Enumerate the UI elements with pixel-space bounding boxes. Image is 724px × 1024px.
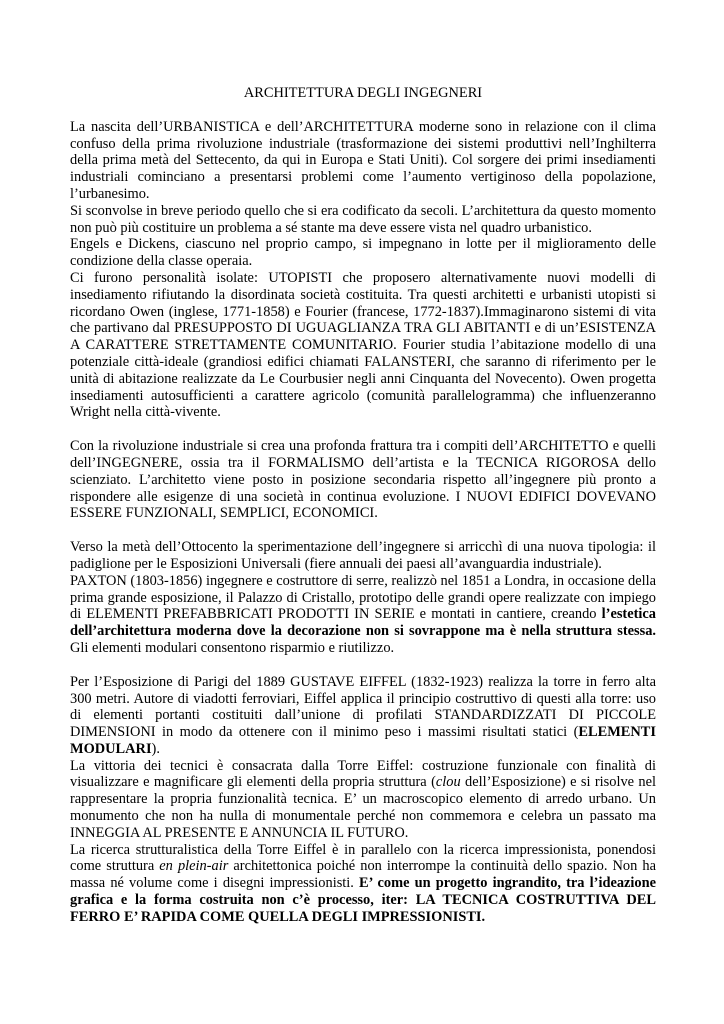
paxton-text: PAXTON (1803-1856) ingegnere e costruttore di serre, realizzò nel 1851 a Londra, in occasione della prima grande esposizione, il Palazzo di Cristallo, prototipo delle grandi opere realizzate con impiego di ELEMENTI PREFABBRICATI PRODOTTI IN SERIE e montati in cantiere, creando xyxy=(70,572,656,623)
eiffel-text: Per l’Esposizione di Parigi del 1889 GUSTAVE EIFFEL (1832-1923) realizza la torre in ferro alta 300 metri. Autore di viadotti ferroviari, Eiffel applica il principio costruttivo di questi alla torre: uso di elementi portanti costituiti dall’unione di profilati STANDARDIZZATI DI PICCOLE DIMENSIONI in modo da ottenere con il minimo peso i massimi risultati statici ( xyxy=(70,673,656,741)
ricerca-bold-text: E’ come un progetto ingrandito, tra l’ideazione grafica e la forma costruita non c’è processo, iter: LA TECNICA COSTRUTTIVA DEL FERRO E’ RAPIDA COME QUELLA DEGLI IMPRESSIONISTI. xyxy=(70,875,656,925)
eiffel-bold-text: ELEMENTI MODULARI xyxy=(70,724,656,757)
paragraph-spacer xyxy=(70,522,656,539)
paragraph-vittoria xyxy=(70,758,656,842)
paxton-bold-text: l’estetica dell’architettura moderna dove la decorazione non si sovrappone ma è nella struttura stessa. xyxy=(70,606,656,640)
paragraph-eiffel xyxy=(70,674,656,758)
eiffel-end-text: ). xyxy=(151,740,160,757)
ricerca-mid-text: architettonica poiché non interrompe la continuità dello spazio. Non ha massa né volume come i disegni impressionisti. xyxy=(70,858,656,892)
paragraph-spacer xyxy=(70,421,656,438)
ricerca-italic-text: en plein-air xyxy=(159,858,229,875)
paragraph-ricerca xyxy=(70,842,656,926)
vittoria-italic-text: clou xyxy=(435,774,461,791)
paragraph-esposizioni: Verso la metà dell’Ottocento la sperimentazione dell’ingegnere si arricchì di una nuova tipologia: il padiglione per le Esposizioni Universali (fiere annuali dei paesi all’avanguardia industriale). xyxy=(70,539,656,572)
paragraph-spacer xyxy=(70,657,656,674)
paragraph-engels-dickens: Engels e Dickens, ciascuno nel proprio campo, si impegnano in lotte per il miglioramento delle condizione della classe operaia. xyxy=(70,236,656,270)
paragraph-utopisti: Ci furono personalità isolate: UTOPISTI che proposero alternativamente nuovi modelli di insediamento rifiutando la disordinata società costituita. Tra questi architetti e urbanisti utopisti si ricordano Owen (inglese, 1771-1858) e Fourier (francese, 1772-1837).Immaginarono sistemi di vita che partivano dal PRESUPPOSTO DI UGUAGLIANZA TRA GLI ABITANTI e di un’ESISTENZA A CARATTERE STRETTAMENTE COMUNITARIO. Fourier studia l’abitazione modello di una potenziale città-ideale (grandiosi edifici chiamati FALANSTERI, che saranno di riferimento per le unità di abitazione realizzate da Le Courbusier negli anni Cinquanta del Novecento). Owen progetta insediamenti autosufficienti a carattere agricolo (comunità parallelogramma) che influenzeranno Wright nella città-vivente. xyxy=(70,269,656,421)
paragraph-paxton xyxy=(70,573,656,657)
ricerca-text: La ricerca strutturalistica della Torre Eiffel è in parallelo con la ricerca impressionista, ponendosi come struttura xyxy=(70,841,656,875)
document-page xyxy=(70,85,656,926)
paragraph-sconvolse: Si sconvolse in breve periodo quello che si era codificato da secoli. L’architettura da questo momento non può più costituire un problema a sé stante ma deve essere vista nel quadro urbanistico. xyxy=(70,202,656,236)
paragraph-architetto-ingegnere: Con la rivoluzione industriale si crea una profonda frattura tra i compiti dell’ARCHITETTO e quelli dell’INGEGNERE, ossia tra il FORMALISMO dell’artista e la TECNICA RIGOROSA dello scienziato. L’architetto viene posto in posizione secondaria rispetto all’ingegnere più pronto a rispondere alle esigenze di una società in continua evoluzione. I NUOVI EDIFICI DOVEVANO ESSERE FUNZIONALI, SEMPLICI, ECONOMICI. xyxy=(70,438,656,522)
vittoria-end-text: dell’Esposizione) e si risolve nel rappresentare la propria funzionalità tecnica. E’ un macroscopico elemento di arredo urbano. Un monumento che non ha nulla di monumentale perché non commemora e celebra un passato ma INNEGGIA AL PRESENTE E ANNUNCIA IL FUTURO. xyxy=(70,774,656,841)
paragraph-urbanistica: La nascita dell’URBANISTICA e dell’ARCHITETTURA moderne sono in relazione con il clima confuso della prima rivoluzione industriale (trasformazione dei sistemi produttivi nell’Inghilterra della prima metà del Settecento, da qui in Europa e Stati Uniti). Col sorgere dei primi insediamenti industriali cominciano a presentarsi problemi come l’aumento vertiginoso della popolazione, l’urbanesimo. xyxy=(70,118,656,202)
vittoria-text: La vittoria dei tecnici è consacrata dalla Torre Eiffel: costruzione funzionale con finalità di visualizzare e magnificare gli elementi della propria struttura ( xyxy=(70,757,656,791)
document-title: ARCHITETTURA DEGLI INGEGNERI xyxy=(243,85,483,101)
paxton-end-text: Gli elementi modulari consentono risparmio e riutilizzo. xyxy=(70,639,395,656)
